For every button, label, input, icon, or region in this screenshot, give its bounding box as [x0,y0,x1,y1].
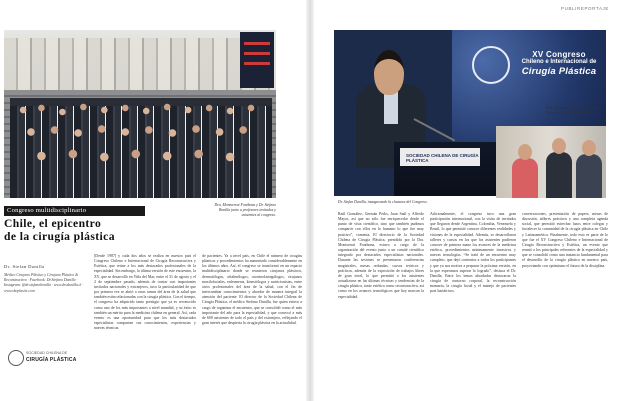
author-box [4,264,88,294]
author-contact: Médico Cirujano Plástico y Cirujano Plástico & Reconstructivo · Facebook: Dr.Stefano Danilla · Instagram: @dr.stefanobonilla · www.drsdanilla.cl · www.sbcplastic.com [4,273,84,293]
screen-title-2: Chileno e Internacional de [521,59,597,65]
left-column-2: de pacientes. Ya a nivel país, en Chile el número de cirugías plásticas y procedimientos ha aumentado considerablemente en los últimos años. Así, el congreso se transformó en un espacio multidisciplinario donde se reunieron cirujanos plásticos, dermatólogos, oftalmólogos, otorrinolaringólogos, cirujanos maxilofaciales, enfermeras, kinesiólogos y nutricionistas, entre otros profesionales del área de la salud, con el fin de intercambiar conocimientos y abordar de manera integral la atención del paciente. El director de la Sociedad Chilena de Cirugía Plástica, el médico Stefano Danilla, fue quien estuvo a cargo de organizar el encuentro, que se consolidó como el más importante del año para la especialidad, y que convocó a más de 600 asistentes de todo el país y del extranjero, reflejando el gran interés que despierta la cirugía plástica en la actualidad. [202,254,302,326]
logo-line-2: CIRUGÍA PLÁSTICA [26,357,77,363]
right-column-1: Raúl González, Germán Perks, Juan Saúl y Alfredo Mayor, así que no sólo fue enriquecedor desde el punto de vista científico, sino que también pudimos compartir con ellos en lo humano lo que fue muy positivo”, comenta. El directorio de la Sociedad Chilena de Cirugía Plástica, presidido por la Dra. Montserrat Fontbona, estuvo a cargo de la organización del evento junto a un comité científico integrado por destacados especialistas nacionales. Durante las sesiones se presentaron conferencias magistrales, mesas redondas, cursos teóricos y prácticos, además de la exposición de trabajos libres de gran nivel, lo que permitió a los asistentes actualizarse en las últimas técnicas y tendencias de la cirugía plástica, tanto estética como reconstructiva, así como en los avances tecnológicos que hoy marcan la especialidad. [338,212,424,299]
building-facade [4,38,276,98]
folio-label: PUBLIREPORTAJE [561,6,609,11]
logo-line-1: SOCIEDAD CHILENA DE [26,351,68,355]
left-column-1: [Desde 1987] y cada dos años se realiza en nuestro país el Congreso Chileno e Internacional de Cirugía Reconstructiva y Estética, que reúne a los más destacados profesionales de la especialidad. Sin embargo, la última versión de este encuentro, la XV, que se desarrolló en Viña del Mar, entre el 31 de agosto y el 2 de septiembre pasado, además de contar con importantes invitados nacionales y extranjeros, tuvo la particularidad de que por primera vez se abrió a otras ramas del área de la salud que también están relacionadas con la cirugía plástica. Con el tiempo, el congreso ha adquirido tanto prestigio que ya es reconocido como uno de los más importantes a nivel mundial, y su éxito es también un mérito para la medicina chilena en general. Así, cada evento es una oportunidad para que los más destacados especialistas compartan sus conocimientos, experiencias y nuevas técnicas. [94,254,196,331]
screen-title-3: Cirugía Plástica [521,66,597,77]
speaker-photo-caption: Dr. Stefan Danilla, inaugurando la clausura del Congreso. [338,200,428,204]
person-figure [512,144,538,198]
right-column-2: Adicionalmente, el congreso tuvo una gran participación internacional, con la visita de invitados que llegaron desde Argentina, Colombia, Venezuela y Brasil, lo que permitió conocer diferentes realidades y visiones de la especialidad. Además, se desarrollaron talleres y cursos en los que los asistentes pudieron conocer de primera mano los avances de la medicina estética, procedimientos mínimamente invasivos y nuevas tecnologías. “Se trató de un encuentro muy completo, que dejó contentos a todos los participantes y que ya nos motiva a preparar la próxima versión, en la que esperamos superar lo logrado”, destaca el Dr. Danilla. Entre los temas abordados destacaron la cirugía de contorno corporal, la reconstrucción mamaria, la cirugía facial y el manejo de pacientes post bariátricos. [430,212,516,294]
group-photo-caption: Dra. Montserrat Fontbona y Dr. Stefano Bonilla junto a profesores invitados y asistentes al congreso. [214,203,276,217]
page-gutter [306,0,314,401]
headline-line-1: Chile, el epicentro [4,217,102,230]
pair-photo-caption: Dra. Montserrat Fontbona, Dr. Juan Soriano y Dr. Stefan Danilla. [546,106,602,115]
podium-sign: SOCIEDAD CHILENA DE CIRUGÍA PLÁSTICA [400,148,480,166]
attendee-group [10,98,272,198]
officials-photo [496,126,606,198]
screen-title-1: XV Congreso [532,50,586,59]
person-figure [576,140,602,198]
right-column-3: conversaciones, presentación de papers, mesas de discusión, talleres prácticos y una completa agenda social, que permitió estrechar lazos entre colegas y fortalecer la comunidad de la cirugía plástica en Chile y Latinoamérica. Finalmente, todo esto es parte de lo que fue el XV Congreso Chileno e Internacional de Cirugía Reconstructiva y Estética, un evento que reunió a los principales referentes de la especialidad y que se consolidó como una instancia fundamental para el desarrollo de la cirugía plástica en nuestro país, proyectando con optimismo el futuro de la disciplina. [522,212,608,268]
headline-line-2: de la cirugía plástica [4,229,115,243]
author-name: Dr. Stefan Danilla [4,264,45,269]
article-headline [4,218,204,243]
group-photo [4,30,276,198]
congress-logo-icon [472,46,510,84]
section-kicker: Congreso multidisciplinario [4,206,145,216]
society-logo [8,350,86,372]
person-figure [546,138,572,198]
congress-banner [240,32,274,88]
society-emblem-icon [8,350,24,366]
